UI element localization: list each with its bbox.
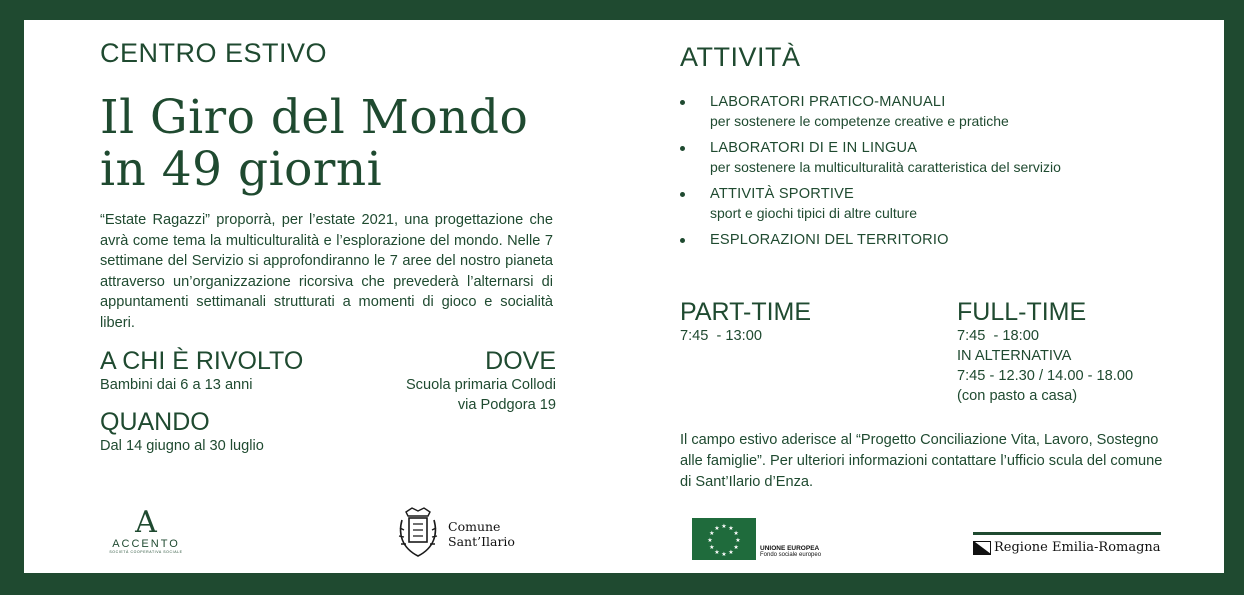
activity-desc: sport e giochi tipici di altre culture bbox=[710, 205, 917, 221]
region-logo bbox=[973, 532, 1161, 556]
eu-star-icon: ★ bbox=[735, 538, 741, 544]
when-section bbox=[100, 408, 264, 456]
accento-name: ACCENTO bbox=[112, 538, 180, 550]
full-time-section bbox=[957, 298, 1133, 406]
target-text: Bambini dai 6 a 13 anni bbox=[100, 377, 253, 393]
bullet-icon bbox=[680, 238, 685, 243]
accento-tagline: SOCIETÀ COOPERATIVA SOCIALE bbox=[109, 550, 183, 554]
eu-caption bbox=[760, 545, 821, 558]
region-emblem-icon bbox=[973, 541, 991, 555]
where-section bbox=[406, 347, 556, 415]
where-heading: DOVE bbox=[485, 347, 556, 375]
title-line-1: Il Giro del Mondo bbox=[100, 90, 529, 145]
activities-heading: ATTIVITÀ bbox=[680, 42, 801, 72]
when-heading: QUANDO bbox=[100, 408, 210, 436]
where-line-1: Scuola primaria Collodi bbox=[405, 377, 556, 393]
intro-paragraph: “Estate Ragazzi” proporrà, per l’estate 2021, una progettazione che avrà come tema la multiculturalità e l’esplorazione del mondo. Nelle 7 settimane del Servizio si approfondiranno le 7 aree del nostro pianeta attraverso un’organizzazione ricorsiva che prevederà l’alternarsi di appuntamenti settimanali strutturati a momenti di gioco e socialità liberi. bbox=[100, 212, 553, 331]
eu-flag-icon bbox=[692, 518, 756, 560]
flyer-card bbox=[24, 20, 1224, 573]
bullet-icon bbox=[680, 100, 685, 105]
coat-of-arms-icon bbox=[396, 506, 440, 562]
target-heading: A CHI È RIVOLTO bbox=[100, 347, 304, 375]
eu-star-icon: ★ bbox=[714, 525, 720, 532]
full-time-heading: FULL-TIME bbox=[957, 298, 1087, 326]
title-line-2: in 49 giorni bbox=[100, 142, 383, 197]
region-name: Regione Emilia-Romagna bbox=[994, 540, 1161, 555]
full-time-alt-label: IN ALTERNATIVA bbox=[957, 348, 1072, 364]
page-title bbox=[100, 92, 528, 196]
full-time-alt-note: (con pasto a casa) bbox=[957, 388, 1078, 404]
accento-letter: A bbox=[135, 505, 157, 540]
part-time-section bbox=[680, 298, 811, 346]
full-time-hours: 7:45 - 18:00 bbox=[957, 328, 1039, 344]
eu-star-icon: ★ bbox=[733, 545, 739, 551]
activity-title: LABORATORI DI E IN LINGUA bbox=[710, 140, 918, 156]
target-section bbox=[100, 347, 303, 395]
eu-star-icon: ★ bbox=[709, 531, 715, 537]
part-time-hours: 7:45 - 13:00 bbox=[680, 328, 762, 344]
eu-name: UNIONE EUROPEA bbox=[760, 545, 820, 552]
activity-title: ATTIVITÀ SPORTIVE bbox=[710, 186, 854, 202]
comune-logo bbox=[396, 506, 515, 562]
activity-item bbox=[680, 184, 1150, 223]
comune-name bbox=[448, 519, 515, 549]
activity-title: ESPLORAZIONI DEL TERRITORIO bbox=[710, 232, 949, 248]
comune-line-1: Comune bbox=[448, 519, 501, 534]
activity-item bbox=[680, 230, 1150, 250]
activity-item bbox=[680, 138, 1150, 177]
bullet-icon bbox=[680, 146, 685, 151]
region-bar bbox=[973, 532, 1161, 535]
bullet-icon bbox=[680, 192, 685, 197]
eu-star-icon: ★ bbox=[733, 531, 739, 537]
eu-star-icon: ★ bbox=[707, 538, 713, 544]
info-note: Il campo estivo aderisce al “Progetto Conciliazione Vita, Lavoro, Sostegno alle famiglie”. Per ulteriori informazioni contattare l’ufficio scula del comune di Sant’Ilario d’Enza. bbox=[680, 432, 1163, 490]
eu-fund: Fondo sociale europeo bbox=[760, 552, 822, 558]
part-time-heading: PART-TIME bbox=[680, 298, 812, 326]
where-line-2: via Podgora 19 bbox=[457, 397, 556, 413]
full-time-alt-hours: 7:45 - 12.30 / 14.00 - 18.00 bbox=[957, 368, 1134, 384]
activities-list bbox=[680, 92, 1150, 257]
eu-star-icon: ★ bbox=[709, 545, 715, 551]
accento-logo bbox=[96, 505, 196, 554]
eu-star-icon: ★ bbox=[721, 552, 727, 558]
region-row bbox=[973, 540, 1161, 556]
kicker: CENTRO ESTIVO bbox=[100, 38, 328, 68]
activity-title: LABORATORI PRATICO-MANUALI bbox=[710, 94, 946, 110]
eu-star-icon: ★ bbox=[728, 550, 734, 557]
eu-logo bbox=[692, 518, 821, 560]
eu-star-icon: ★ bbox=[721, 524, 727, 530]
activity-item bbox=[680, 92, 1150, 131]
when-text: Dal 14 giugno al 30 luglio bbox=[100, 438, 264, 454]
activity-desc: per sostenere la multiculturalità caratteristica del servizio bbox=[710, 159, 1061, 175]
eu-star-icon: ★ bbox=[728, 525, 734, 532]
comune-line-2: Sant’Ilario bbox=[448, 534, 515, 549]
activity-desc: per sostenere le competenze creative e pratiche bbox=[710, 113, 1009, 129]
eu-star-icon: ★ bbox=[714, 550, 720, 557]
